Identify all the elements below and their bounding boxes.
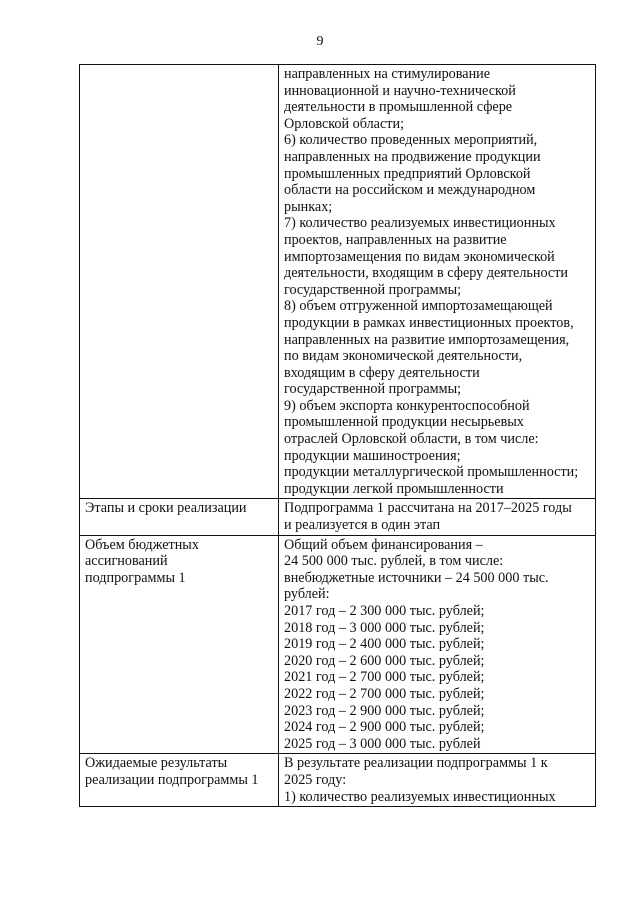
content-line: и реализуется в один этап: [284, 517, 441, 534]
content-line: 2024 год – 2 900 000 тыс. рублей;: [284, 719, 485, 736]
content-line: импортозамещения по видам экономической: [284, 248, 555, 265]
content-line: деятельности в промышленной сфере: [284, 99, 513, 116]
content-line: В результате реализации подпрограммы 1 к: [284, 755, 548, 772]
content-line: 9) объем экспорта конкурентоспособной: [284, 397, 530, 414]
passport-table: [79, 64, 596, 807]
content-line: отраслей Орловской области, в том числе:: [284, 431, 539, 448]
row-content-cell: [279, 754, 596, 807]
table-row: [80, 499, 596, 535]
content-line: 2019 год – 2 400 000 тыс. рублей;: [284, 636, 485, 653]
content-line: 2017 год – 2 300 000 тыс. рублей;: [284, 603, 485, 619]
content-line: направленных на продвижение продукции: [284, 148, 541, 165]
table-row: [80, 535, 596, 754]
row-content-cell: [279, 499, 596, 535]
label-line: Этапы и сроки реализации: [85, 500, 247, 517]
table-row: [80, 65, 596, 499]
content-line: государственной программы;: [284, 281, 462, 298]
content-line: Подпрограмма 1 рассчитана на 2017–2025 годы: [284, 500, 572, 517]
content-line: Орловской области;: [284, 115, 405, 132]
content-line: рублей:: [284, 586, 330, 603]
row-label-cell: [80, 65, 279, 499]
content-line: направленных на стимулирование: [284, 66, 491, 82]
content-line: 2020 год – 2 600 000 тыс. рублей;: [284, 652, 485, 669]
row-label-cell: [80, 499, 279, 535]
content-line: продукции металлургической промышленности;: [284, 464, 579, 481]
content-line: промышленных предприятий Орловской: [284, 165, 531, 182]
content-line: входящим в сферу деятельности: [284, 364, 480, 381]
content-line: 2022 год – 2 700 000 тыс. рублей;: [284, 685, 485, 702]
label-line: реализации подпрограммы 1: [85, 771, 259, 788]
content-line: продукции легкой промышленности: [284, 480, 504, 497]
row-content-cell: [279, 65, 596, 499]
content-line: 6) количество проведенных мероприятий,: [284, 132, 538, 149]
content-line: рынках;: [284, 198, 333, 215]
table-row: [80, 754, 596, 807]
content-line: внебюджетные источники – 24 500 000 тыс.: [284, 569, 549, 586]
content-line: 2018 год – 3 000 000 тыс. рублей;: [284, 619, 485, 636]
content-line: проектов, направленных на развитие: [284, 231, 507, 248]
content-line: деятельности, входящим в сферу деятельности: [284, 265, 569, 282]
content-line: 2025 год – 3 000 000 тыс. рублей: [284, 735, 481, 752]
content-line: 2021 год – 2 700 000 тыс. рублей;: [284, 669, 485, 686]
row-label-cell: [80, 535, 279, 754]
content-line: продукции машиностроения;: [284, 447, 461, 464]
content-line: 24 500 000 тыс. рублей, в том числе:: [284, 553, 504, 570]
content-line: 8) объем отгруженной импортозамещающей: [284, 298, 553, 315]
label-line: ассигнований: [85, 553, 168, 570]
content-line: инновационной и научно-технической: [284, 82, 516, 99]
row-label-cell: [80, 754, 279, 807]
content-line: по видам экономической деятельности,: [284, 348, 523, 365]
page-number: 9: [316, 34, 324, 49]
label-line: Объем бюджетных: [85, 536, 199, 553]
content-line: направленных на развитие импортозамещения,: [284, 331, 570, 348]
content-line: продукции в рамках инвестиционных проектов,: [284, 314, 574, 331]
content-line: 7) количество реализуемых инвестиционных: [284, 215, 556, 232]
label-line: Ожидаемые результаты: [85, 755, 228, 772]
content-line: 2023 год – 2 900 000 тыс. рублей;: [284, 702, 485, 719]
content-line: 2025 году:: [284, 771, 347, 788]
content-line: области на российском и международном: [284, 182, 536, 199]
content-line: Общий объем финансирования –: [284, 536, 483, 553]
content-line: промышленной продукции несырьевых: [284, 414, 524, 431]
label-line: подпрограммы 1: [85, 569, 186, 586]
content-line: государственной программы;: [284, 381, 462, 398]
content-line: 1) количество реализуемых инвестиционных: [284, 788, 556, 805]
row-content-cell: [279, 535, 596, 754]
